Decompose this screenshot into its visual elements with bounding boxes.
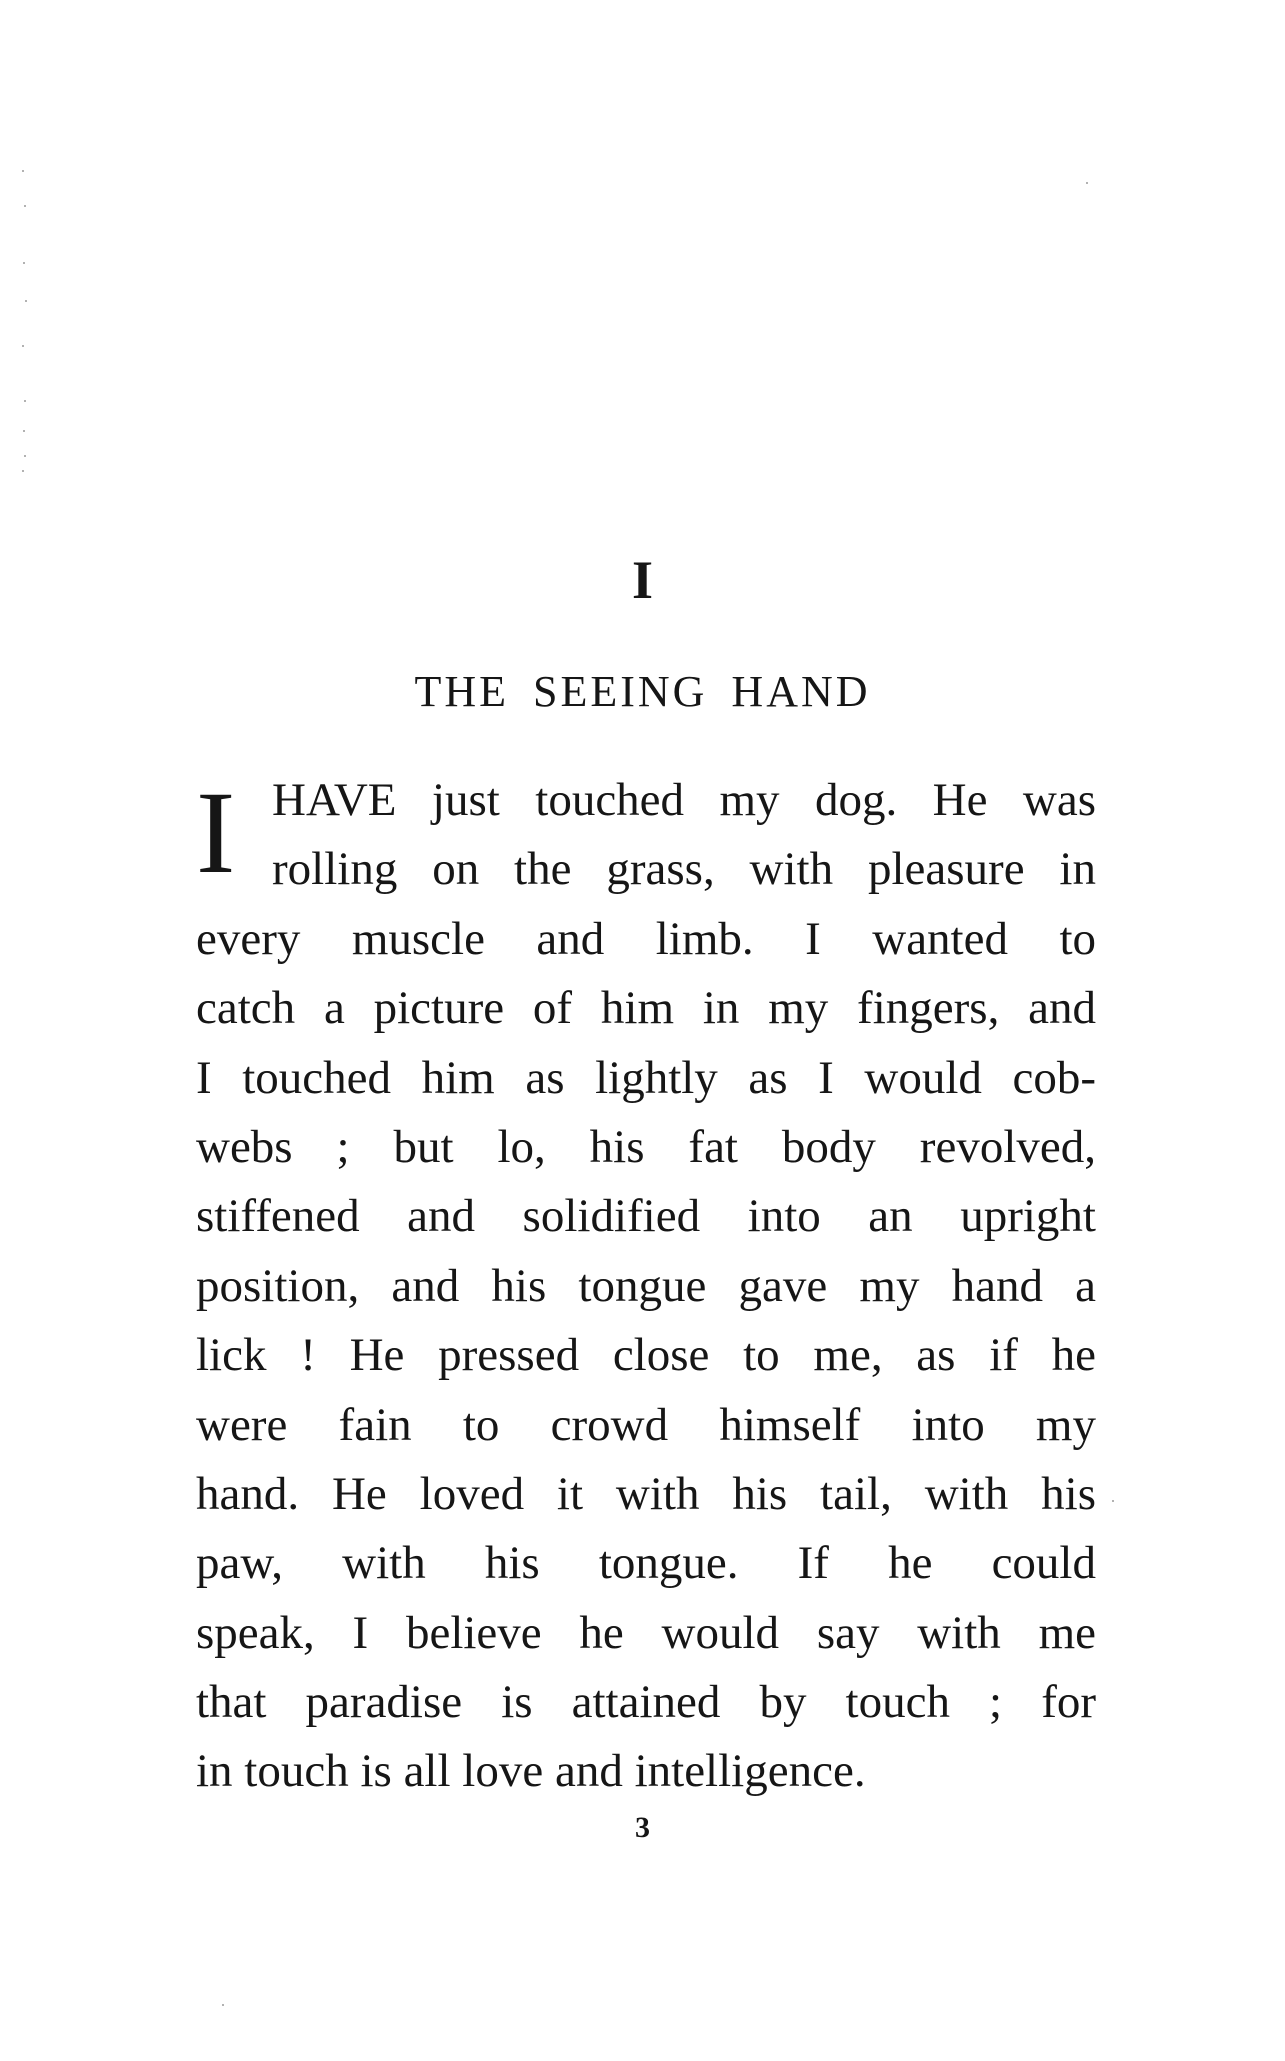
scan-speck (23, 262, 25, 264)
scan-speck (222, 2004, 224, 2006)
scan-speck (22, 170, 24, 172)
text-line: I touched him as lightly as I would cob- (196, 1051, 1096, 1104)
drop-cap: I (196, 767, 236, 898)
text-line: that paradise is attained by touch ; for (196, 1676, 1096, 1729)
text-line: rolling on the grass, with pleasure in (272, 843, 1096, 896)
text-line: HAVE just touched my dog. He was (272, 774, 1096, 826)
text-line: hand. He loved it with his tail, with his (196, 1467, 1096, 1520)
text-line: position, and his tongue gave my hand a (196, 1259, 1096, 1312)
text-line: webs ; but lo, his fat body revolved, (196, 1120, 1096, 1173)
text-line: in touch is all love and intelligence. (196, 1745, 866, 1798)
scan-speck (1086, 182, 1088, 184)
text-line: paw, with his tongue. If he could (196, 1537, 1096, 1590)
scan-speck (22, 345, 24, 347)
page-number: 3 (635, 1811, 650, 1844)
text-line: speak, I believe he would say with me (196, 1606, 1096, 1659)
chapter-title: THE SEEING HAND (414, 667, 871, 716)
scan-speck (25, 300, 27, 302)
chapter-number: I (631, 550, 653, 610)
text-line: stiffened and solidified into an upright (196, 1190, 1096, 1243)
scan-speck (1112, 1500, 1114, 1502)
text-line: were fain to crowd himself into my (196, 1398, 1096, 1451)
text-line: every muscle and limb. I wanted to (196, 912, 1096, 965)
scan-speck (24, 455, 26, 457)
body-paragraph (196, 766, 1096, 1807)
scan-speck (23, 430, 25, 432)
text-line: lick ! He pressed close to me, as if he (196, 1329, 1096, 1382)
scan-speck (22, 470, 24, 472)
text-line: catch a picture of him in my fingers, and (196, 982, 1096, 1035)
scan-speck (24, 400, 26, 402)
scan-speck (24, 205, 26, 207)
